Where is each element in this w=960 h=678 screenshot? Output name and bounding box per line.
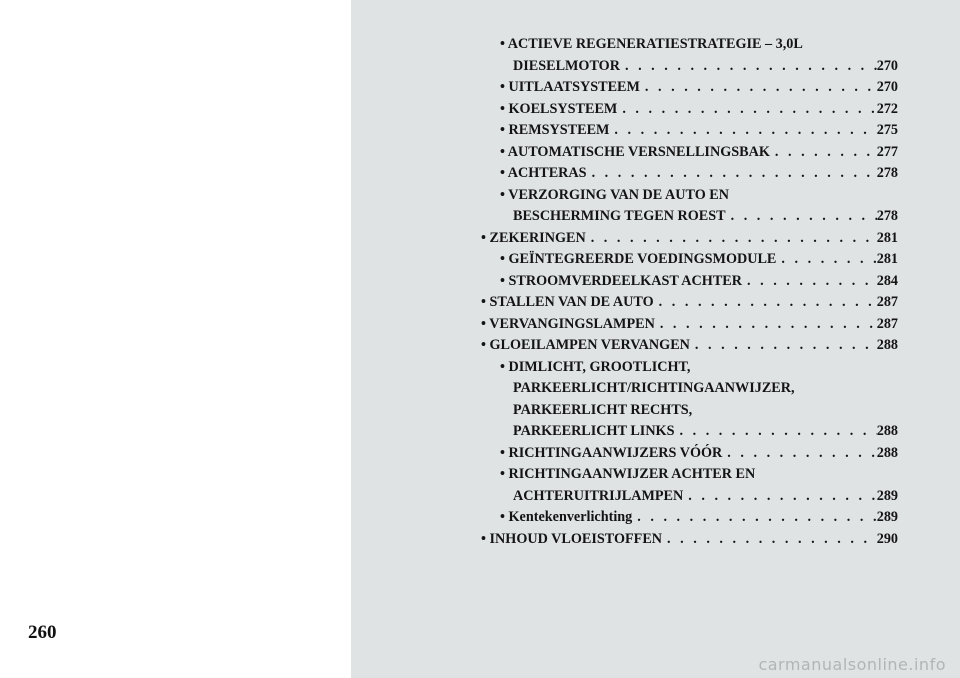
toc-line — [481, 292, 898, 314]
dot-leader — [586, 228, 877, 250]
toc-line — [500, 271, 898, 293]
dot-leader — [640, 77, 877, 99]
toc-page-number: 272 — [876, 100, 898, 117]
toc-page-number: 270 — [876, 57, 898, 74]
toc-page-number: 277 — [876, 143, 898, 160]
toc-entry[interactable] — [481, 335, 898, 357]
toc-page-number: 289 — [876, 487, 898, 504]
toc-line — [500, 249, 898, 271]
toc-entry[interactable] — [481, 292, 898, 314]
dot-leader — [675, 421, 877, 443]
dot-leader — [609, 120, 876, 142]
toc-line — [500, 56, 898, 78]
toc-line — [500, 357, 898, 379]
toc-title: PARKEERLICHT LINKS — [513, 423, 675, 439]
toc-line — [481, 228, 898, 250]
right-page — [351, 0, 960, 678]
dot-leader — [770, 142, 877, 164]
toc-line — [500, 378, 898, 400]
toc-line — [481, 335, 898, 357]
toc-title: • REMSYSTEEM — [500, 122, 610, 138]
toc-entry[interactable] — [481, 228, 898, 250]
toc-entry[interactable] — [481, 249, 898, 271]
toc-title: • ZEKERINGEN — [481, 229, 586, 246]
toc-page-number: 290 — [876, 530, 898, 547]
dot-leader — [655, 314, 877, 336]
toc-entry[interactable] — [481, 77, 898, 99]
toc-line — [500, 77, 898, 99]
page-number: 260 — [28, 622, 57, 643]
toc-title: • GEÏNTEGREERDE VOEDINGSMODULE — [500, 251, 777, 267]
toc-line — [500, 185, 898, 207]
toc-title: • KOELSYSTEEM — [500, 100, 618, 117]
toc-title: • RICHTINGAANWIJZER ACHTER EN — [500, 466, 756, 482]
toc-entry[interactable] — [481, 163, 898, 185]
toc-line — [500, 99, 898, 121]
toc-line — [481, 529, 898, 551]
toc-line — [500, 34, 898, 56]
toc-entry[interactable] — [481, 271, 898, 293]
dot-leader — [683, 486, 876, 508]
dot-leader — [620, 56, 877, 78]
toc-page-number: 288 — [876, 423, 898, 439]
toc-page-number: 288 — [876, 444, 898, 461]
toc-page-number: 287 — [876, 315, 898, 332]
dot-leader — [726, 206, 877, 228]
toc-line — [500, 120, 898, 142]
toc-entry[interactable] — [481, 120, 898, 142]
toc-line — [500, 421, 898, 443]
toc-title: • Kentekenverlichting — [500, 509, 633, 525]
toc-title: • DIMLICHT, GROOTLICHT, — [500, 358, 691, 375]
toc-title: • GLOEILAMPEN VERVANGEN — [481, 337, 690, 353]
toc-page-number: 281 — [876, 251, 898, 267]
toc-title: • VERVANGINGSLAMPEN — [481, 315, 655, 332]
left-page — [0, 0, 351, 678]
toc-title: ACHTERUITRIJLAMPEN — [513, 487, 684, 504]
toc-line — [500, 486, 898, 508]
toc-title: PARKEERLICHT RECHTS, — [513, 401, 693, 418]
toc-line — [500, 443, 898, 465]
toc-line — [500, 464, 898, 486]
toc-page-number: 289 — [876, 509, 898, 525]
dot-leader — [632, 507, 876, 529]
toc-line — [500, 142, 898, 164]
toc-page-number: 281 — [876, 229, 898, 246]
toc-line — [500, 507, 898, 529]
toc-entry[interactable] — [481, 507, 898, 529]
toc-title: DIESELMOTOR — [513, 57, 620, 74]
toc-entry[interactable] — [481, 142, 898, 164]
toc-title: • STROOMVERDEELKAST ACHTER — [500, 272, 743, 289]
dot-leader — [722, 443, 876, 465]
toc-title: BESCHERMING TEGEN ROEST — [513, 208, 726, 224]
toc-entry[interactable] — [481, 529, 898, 551]
table-of-contents — [481, 34, 898, 550]
toc-entry[interactable] — [481, 185, 898, 228]
toc-entry[interactable] — [481, 34, 898, 77]
toc-entry[interactable] — [481, 314, 898, 336]
toc-page-number: 287 — [876, 294, 898, 310]
dot-leader — [617, 99, 876, 121]
toc-title: • ACHTERAS — [500, 165, 587, 181]
toc-page-number: 278 — [876, 165, 898, 181]
toc-title: • ACTIEVE REGENERATIESTRATEGIE – 3,0L — [500, 36, 803, 52]
dot-leader — [654, 292, 877, 314]
toc-page-number: 284 — [876, 272, 898, 289]
toc-title: • VERZORGING VAN DE AUTO EN — [500, 186, 729, 203]
toc-title: PARKEERLICHT/RICHTINGAANWIJZER, — [513, 380, 795, 396]
toc-title: • RICHTINGAANWIJZERS VÓÓR — [500, 444, 723, 461]
toc-title: • STALLEN VAN DE AUTO — [481, 294, 654, 310]
toc-entry[interactable] — [481, 357, 898, 443]
toc-line — [481, 314, 898, 336]
dot-leader — [690, 335, 877, 357]
toc-line — [500, 400, 898, 422]
dot-leader — [587, 163, 877, 185]
toc-line — [500, 163, 898, 185]
toc-entry[interactable] — [481, 99, 898, 121]
dot-leader — [662, 529, 877, 551]
toc-title: • UITLAATSYSTEEM — [500, 79, 640, 95]
toc-page-number: 278 — [876, 208, 898, 224]
dot-leader — [776, 249, 876, 271]
toc-title: • AUTOMATISCHE VERSNELLINGSBAK — [500, 143, 770, 160]
watermark: carmanualsonline.info — [758, 655, 946, 674]
toc-line — [500, 206, 898, 228]
dot-leader — [742, 271, 877, 293]
toc-entry[interactable] — [481, 464, 898, 507]
toc-page-number: 270 — [876, 79, 898, 95]
toc-title: • INHOUD VLOEISTOFFEN — [481, 530, 663, 547]
toc-page-number: 288 — [876, 337, 898, 353]
toc-entry[interactable] — [481, 443, 898, 465]
toc-page-number: 275 — [876, 122, 898, 138]
